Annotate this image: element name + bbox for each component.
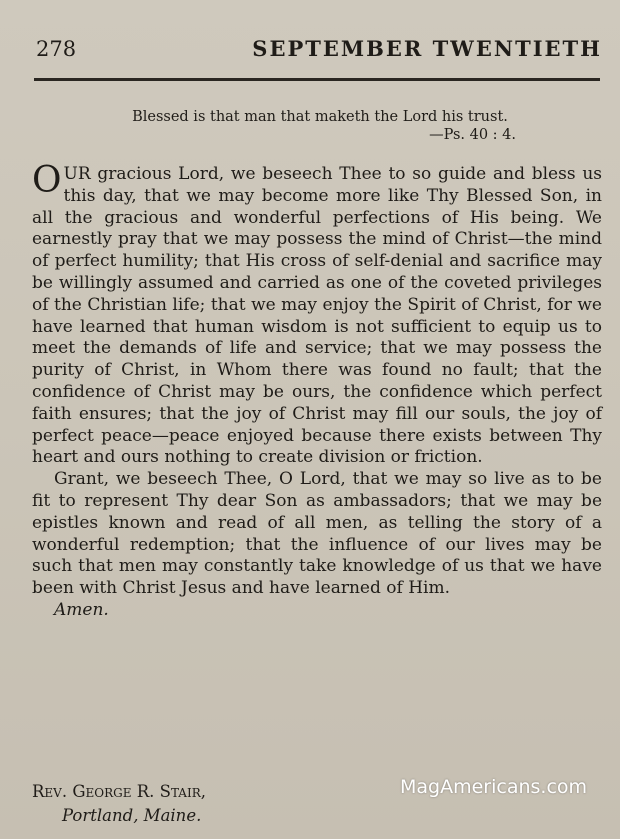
epigraph-text: Blessed is that man that maketh the Lord his trust. bbox=[132, 109, 508, 125]
prayer-body bbox=[32, 160, 602, 622]
running-title: SEPTEMBER TWENTIETH bbox=[252, 36, 602, 61]
signature-name: Rev. George R. Stair, bbox=[32, 782, 206, 801]
prayer-paragraph-2-text: Grant, we beseech Thee, O Lord, that we may so live as to be fit to represent Thy dear Son as ambassadors; that we may be epistles known and read of all men, as telling the story of a wonderful redemption; that the influence of our lives may be such that men may constantly take knowledge of us that we have been with Christ Jesus and have learned of Him. bbox=[32, 469, 602, 599]
watermark: MagAmericans.com bbox=[400, 776, 588, 798]
epigraph bbox=[60, 108, 580, 144]
drop-cap: O bbox=[32, 160, 62, 201]
header-rule bbox=[34, 78, 600, 81]
signature bbox=[32, 780, 206, 828]
prayer-paragraph-2 bbox=[32, 469, 602, 622]
prayer-paragraph-1 bbox=[32, 160, 602, 469]
signature-place: Portland, Maine. bbox=[62, 806, 202, 825]
prayer-paragraph-1-text: UR gracious Lord, we beseech Thee to so guide and bless us this day, that we may become more like Thy Blessed Son, in all the gracious and wonderful perfections of His being. We earnestly pray that we may possess the mind of Christ—the mind of perfect humility; that His cross of self-denial and sacrifice may be willingly assumed and carried as one of the coveted privileges of the Christian life; that we may enjoy the Spirit of Christ, for we have learned that human wisdom is not sufficient to equip us to meet the demands of life and service; that we may possess the purity of Christ, in Whom there was found no fault; that the confidence of Christ may be ours, the confidence which perfect faith ensures; that the joy of Christ may fill our souls, the joy of perfect peace—peace enjoyed because there exists between Thy heart and ours nothing to create division or friction. bbox=[32, 164, 602, 468]
page-number: 278 bbox=[36, 37, 77, 61]
page-header bbox=[36, 36, 602, 61]
amen: Amen. bbox=[54, 599, 109, 620]
epigraph-reference: —Ps. 40 : 4. bbox=[429, 127, 516, 143]
